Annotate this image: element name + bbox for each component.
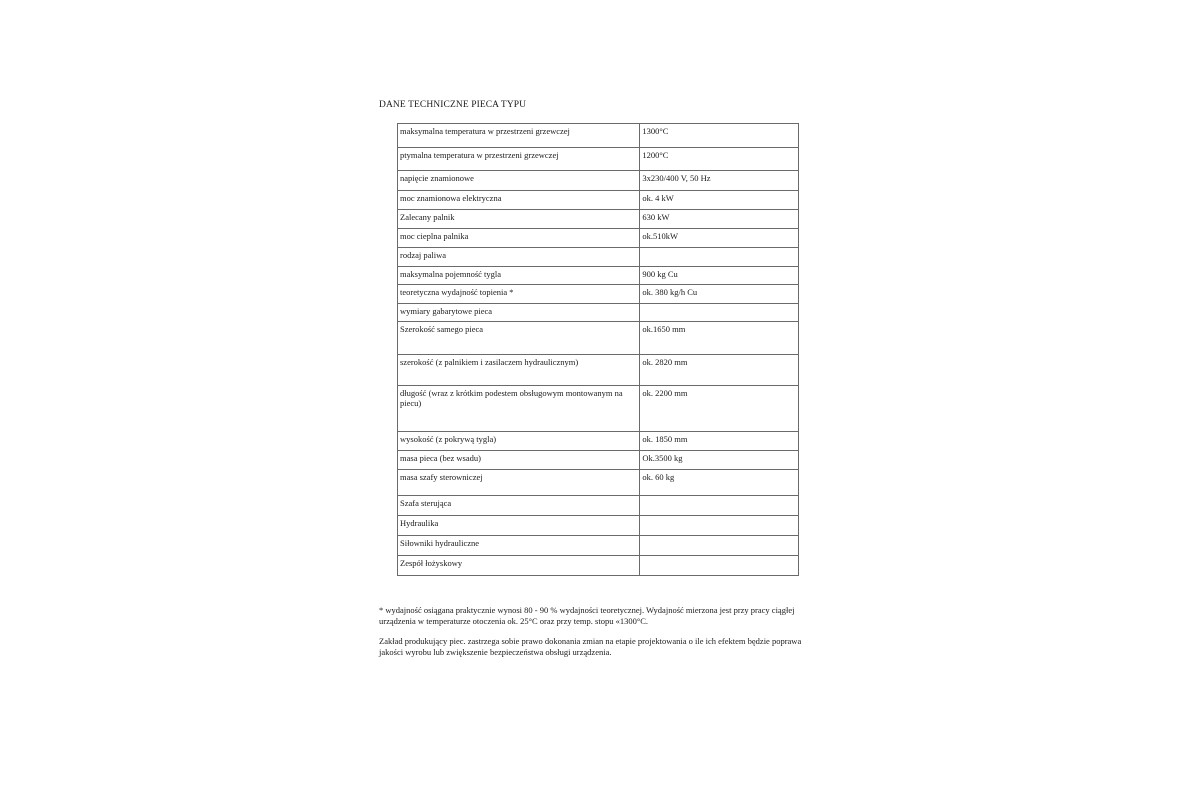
row-label: długość (wraz z krótkim podestem obsługowym montowanym na piecu) [398,386,640,432]
table-row [398,304,799,322]
row-value: ok.1650 mm [640,322,799,355]
row-value: ok. 2820 mm [640,355,799,386]
row-label: Szafa sterująca [398,496,640,516]
row-value [640,556,799,576]
row-label: Zespół łożyskowy [398,556,640,576]
disclaimer-text: Zakład produkujący piec. zastrzega sobie prawo dokonania zmian na etapie projektowania o ile ich efektem będzie poprawa jakości wyrobu lub zwiększenie bezpieczeństwa obsługi urządzenia. [379,636,802,657]
table-row [398,248,799,267]
row-label: masa pieca (bez wsadu) [398,451,640,470]
row-label: wysokość (z pokrywą tygla) [398,432,640,451]
table-row [398,496,799,516]
row-value: 1300°C [640,124,799,148]
row-value: 900 kg Cu [640,267,799,285]
table-row [398,536,799,556]
table-row [398,556,799,576]
row-label: Zalecany palnik [398,210,640,229]
table-row [398,148,799,171]
table-row [398,516,799,536]
row-label: moc cieplna palnika [398,229,640,248]
table-row [398,171,799,191]
table-row [398,470,799,496]
row-label: maksymalna temperatura w przestrzeni grzewczej [398,124,640,148]
row-label: szerokość (z palnikiem i zasilaczem hydraulicznym) [398,355,640,386]
row-value: ok. 4 kW [640,191,799,210]
row-value [640,496,799,516]
row-label: Siłowniki hydrauliczne [398,536,640,556]
row-value: 3x230/400 V, 50 Hz [640,171,799,191]
row-value: Ok.3500 kg [640,451,799,470]
notes-section [379,605,824,668]
row-value [640,536,799,556]
spec-table [397,123,799,576]
row-value: ok. 1850 mm [640,432,799,451]
table-row [398,432,799,451]
table-row [398,267,799,285]
row-value: ok. 380 kg/h Cu [640,285,799,304]
table-row [398,451,799,470]
table-row [398,386,799,432]
row-value: ok. 2200 mm [640,386,799,432]
row-value: ok. 60 kg [640,470,799,496]
table-row [398,355,799,386]
row-label: maksymalna pojemność tygla [398,267,640,285]
row-label: Hydraulika [398,516,640,536]
row-label: wymiary gabarytowe pieca [398,304,640,322]
row-label: moc znamionowa elektryczna [398,191,640,210]
row-value [640,304,799,322]
row-value: ok.510kW [640,229,799,248]
table-row [398,229,799,248]
footnote-text: * wydajność osiągana praktycznie wynosi 80 - 90 % wydajności teoretycznej. Wydajność mierzona jest przy pracy ciągłej urządzenia w temperaturze otoczenia ok. 25°C oraz przy temp. stopu «1300°C. [379,605,795,626]
row-value: 630 kW [640,210,799,229]
row-label: napięcie znamionowe [398,171,640,191]
table-row [398,210,799,229]
row-label: Szerokość samego pieca [398,322,640,355]
row-label: masa szafy sterowniczej [398,470,640,496]
row-value [640,248,799,267]
row-label: teoretyczna wydajność topienia * [398,285,640,304]
table-row [398,285,799,304]
document-title: DANE TECHNICZNE PIECA TYPU [379,100,527,110]
row-label: rodzaj paliwa [398,248,640,267]
table-row [398,124,799,148]
table-row [398,191,799,210]
row-value: 1200°C [640,148,799,171]
row-value [640,516,799,536]
row-label: ptymalna temperatura w przestrzeni grzewczej [398,148,640,171]
table-row [398,322,799,355]
